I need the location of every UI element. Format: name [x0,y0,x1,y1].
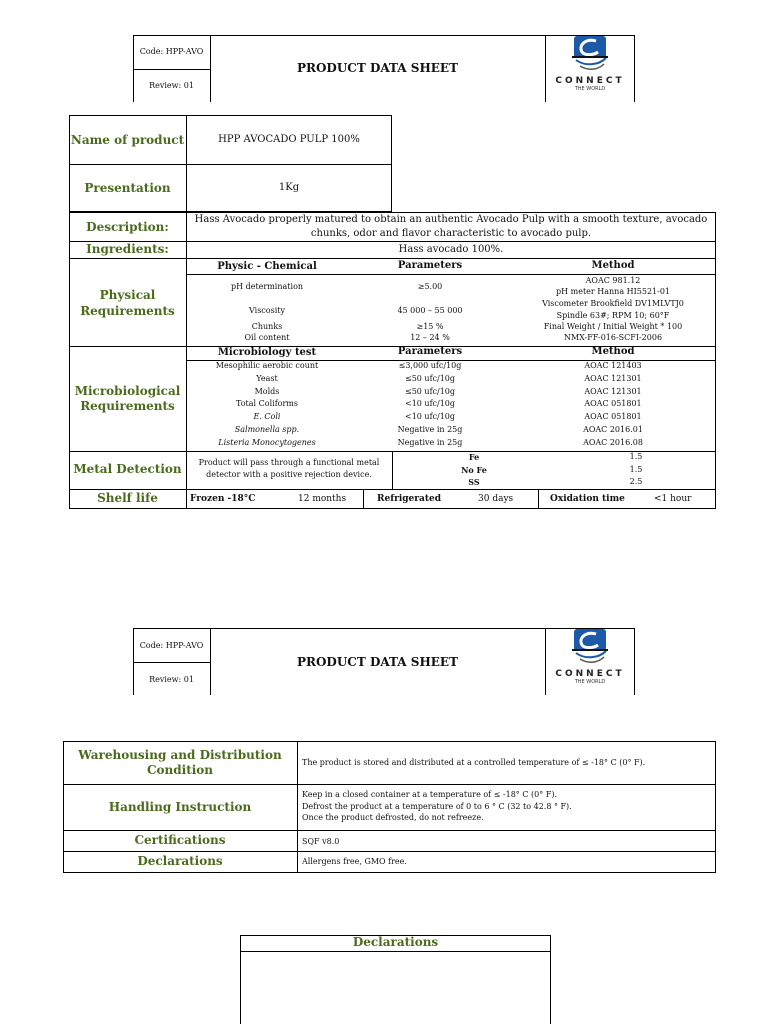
micro-row-name: Molds [254,386,280,396]
micro-row-method: AOAC 121301 [584,373,642,383]
metal-desc-2: detector with a positive rejection device. [206,470,372,479]
doc-code: Code: HPP-AVO [139,641,204,650]
physical-row-method: AOAC 981.12 [585,276,641,285]
description-line-2: chunks, odor and flavor characteristic to avocado pulp. [310,228,592,239]
metal-label: Metal Detection [73,462,182,476]
micro-row-param: ≤50 ufc/10g [404,373,455,383]
shelf-label: Shelf life [97,491,158,505]
physical-col-header-2: Parameters [397,260,463,271]
micro-row-param: <10 ufc/10g [404,399,455,409]
micro-row-name: Total Coliforms [236,399,298,409]
micro-row-name: Mesophilic aerobic count [215,361,319,370]
doc-review: Review: 01 [149,675,194,684]
physical-row-name: pH determination [230,282,304,291]
globe-c-logo-icon [572,629,608,667]
description-label: Description: [86,220,169,234]
micro-row-name: E. Coli [253,412,281,422]
metal-item-name: No Fe [461,465,487,475]
physical-row-method: Viscometer Brookfield DV1MLVTJ0 [542,299,684,308]
physical-row-param: 12 – 24 % [410,333,450,342]
physical-row-method: Spindle 63#; RPM 10; 60°F [556,311,670,320]
refrigerated-value: 30 days [478,494,514,504]
ingredients-label: Ingredients: [86,242,169,256]
micro-row-param: ≤3,000 ufc/10g [398,361,462,370]
logo-text: CONNECT [555,669,625,679]
physical-row-name: Oil content [244,333,290,342]
micro-col-header-2: Parameters [397,346,463,357]
description-line-1: Hass Avocado properly matured to obtain an authentic Avocado Pulp with a smooth texture, avocado [194,214,708,225]
warehousing-label-1: Warehousing and Distribution [78,748,282,762]
micro-row-name: Salmonella spp. [234,425,300,434]
micro-row-method: AOAC 2016.01 [583,425,643,434]
ingredients-value: Hass avocado 100%. [398,244,504,255]
physical-col-header-1: Physic - Chemical [217,261,317,272]
warehousing-label-2: Condition [146,763,214,777]
micro-row-name: Yeast [256,373,278,383]
name-label: Name of product [70,133,185,147]
micro-row-method: AOAC 2016.08 [583,437,643,447]
physical-row-name: Viscosity [249,306,285,315]
physical-row-param: ≥5.00 [417,282,443,291]
micro-row-name: Listeria Monocytogenes [218,437,316,447]
refrigerated-label: Refrigerated [377,494,442,504]
micro-row-param: Negative in 25g [397,437,463,447]
physical-col-header-3: Method [591,260,635,271]
micro-row-param: Negative in 25g [397,425,463,434]
metal-item-value: 2.5 [629,477,643,486]
page-title: PRODUCT DATA SHEET [296,655,459,669]
certifications-label: Certifications [134,833,226,847]
oxidation-label: Oxidation time [550,494,625,504]
metal-item-value: 1.5 [629,452,643,461]
doc-code: Code: HPP-AVO [139,47,204,56]
logo-text: CONNECT [555,76,625,86]
metal-item-name: SS [468,477,480,487]
physical-row-method: pH meter Hanna HI5521-01 [555,287,671,296]
warehousing-value: The product is stored and distributed at a controlled temperature of ≤ -18° C (0° F). [302,758,646,767]
frozen-value: 12 months [298,494,347,504]
metal-item-value: 1.5 [629,465,643,474]
micro-row-method: AOAC 051801 [584,399,642,409]
micro-col-header-1: Microbiology test [217,347,317,358]
physical-row-method: Final Weight / Initial Weight * 100 [543,322,683,331]
micro-row-param: ≤50 ufc/10g [404,386,455,396]
physical-row-param: 45 000 – 55 000 [397,306,463,315]
presentation-value: 1Kg [278,182,300,193]
company-logo [546,629,634,695]
declarations-label: Declarations [137,854,223,868]
page-title: PRODUCT DATA SHEET [296,61,459,75]
doc-review: Review: 01 [149,81,194,90]
metal-item-name: Fe [468,452,480,462]
physical-row-method: NMX-FF-016-SCFI-2006 [563,333,663,342]
micro-row-method: AOAC 121301 [584,386,642,396]
handling-line-2: Defrost the product at a temperature of 0 to 6 ° C (32 to 42.8 ° F). [302,802,572,811]
handling-line-3: Once the product defrosted, do not refreeze. [302,813,484,822]
physical-label-2: Requirements [80,304,175,318]
declarations-value: Allergens free, GMO free. [302,857,407,866]
frozen-label: Frozen -18°C [190,494,256,504]
micro-label-2: Requirements [80,399,175,413]
oxidation-value: <1 hour [654,494,692,504]
physical-row-param: ≥15 % [416,322,444,331]
micro-col-header-3: Method [591,346,635,357]
micro-row-method: AOAC 121403 [584,361,642,370]
certifications-value: SQF v8.0 [302,837,340,846]
metal-desc-1: Product will pass through a functional metal [198,458,380,467]
micro-label-1: Microbiological [74,384,181,398]
presentation-label: Presentation [84,181,171,195]
name-value: HPP AVOCADO PULP 100% [218,134,360,145]
handling-label: Handling Instruction [108,800,252,814]
micro-row-method: AOAC 051801 [584,412,642,422]
company-logo [546,36,634,102]
physical-label-1: Physical [99,288,156,302]
globe-c-logo-icon [572,36,608,74]
physical-row-name: Chunks [251,322,283,331]
declarations-box-title: Declarations [352,935,439,949]
logo-subtext: THE WORLD [574,86,606,92]
micro-row-param: <10 ufc/10g [404,412,455,422]
logo-subtext: THE WORLD [574,679,606,685]
handling-line-1: Keep in a closed container at a temperature of ≤ -18° C (0° F). [302,790,557,799]
